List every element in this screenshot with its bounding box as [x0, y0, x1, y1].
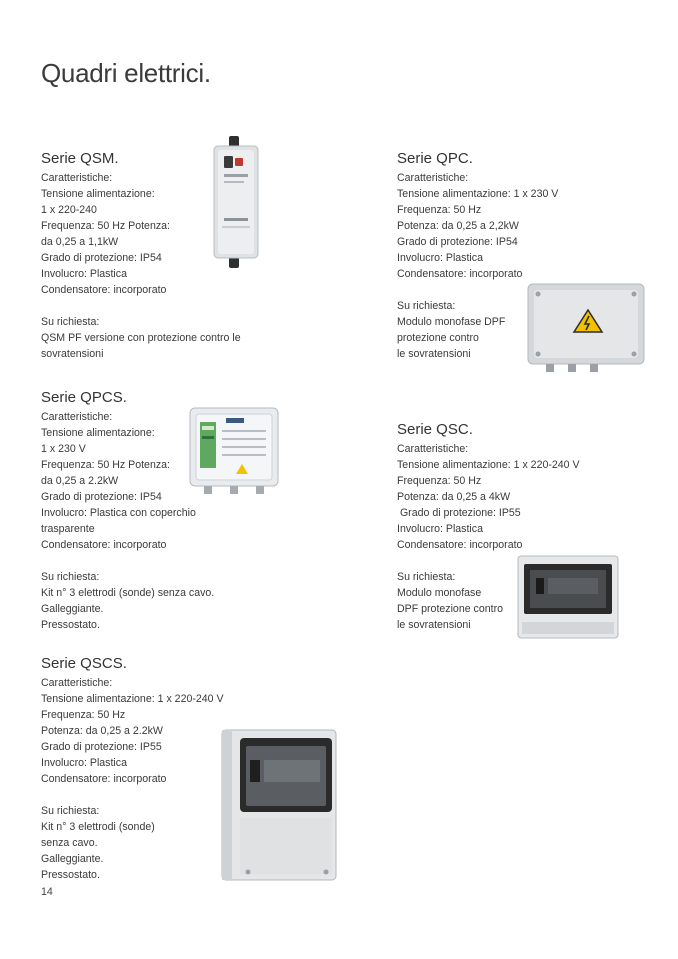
option-line: Pressostato. — [41, 869, 100, 881]
option-line: le sovratensioni — [397, 619, 471, 631]
option-line: Kit n° 3 elettrodi (sonde) senza cavo. — [41, 587, 215, 599]
spec-line: Tensione alimentazione: 1 x 220-240 V — [397, 459, 580, 471]
spec-line: Involucro: Plastica — [397, 252, 483, 264]
control-box-qscs-photo — [218, 726, 342, 884]
option-line: le sovratensioni — [397, 348, 471, 360]
spec-line: Frequenza: 50 Hz Potenza: — [41, 459, 170, 471]
spec-line: Potenza: da 0,25 a 2.2kW — [41, 725, 163, 737]
on-request-label: Su richiesta: — [397, 571, 456, 583]
on-request-label: Su richiesta: — [41, 316, 100, 328]
spec-line: Condensatore: incorporato — [397, 539, 523, 551]
option-line: senza cavo. — [41, 837, 98, 849]
spec-line: Caratteristiche: — [397, 443, 469, 455]
option-line: Modulo monofase — [397, 587, 482, 599]
spec-line: da 0,25 a 2.2kW — [41, 475, 119, 487]
on-request-label: Su richiesta: — [397, 300, 456, 312]
page-number: 14 — [41, 886, 53, 898]
spec-line: Tensione alimentazione: 1 x 220-240 V — [41, 693, 224, 705]
spec-line: Grado di protezione: IP55 — [397, 507, 521, 519]
spec-line: Grado di protezione: IP54 — [41, 252, 162, 264]
control-box-qpcs-photo — [186, 404, 282, 496]
spec-line: Condensatore: incorporato — [41, 284, 167, 296]
control-box-qpc-photo — [524, 278, 650, 374]
spec-line: Condensatore: incorporato — [397, 268, 523, 280]
option-line: protezione contro — [397, 332, 479, 344]
spec-line: Involucro: Plastica — [41, 268, 127, 280]
series-qscs — [41, 655, 224, 883]
on-request-label: Su richiesta: — [41, 805, 100, 817]
spec-line: Grado di protezione: IP54 — [397, 236, 518, 248]
spec-line: Potenza: da 0,25 a 2,2kW — [397, 220, 519, 232]
spec-line: Frequenza: 50 Hz — [397, 204, 482, 216]
spec-line: Caratteristiche: — [41, 411, 113, 423]
spec-line: Frequenza: 50 Hz Potenza: — [41, 220, 170, 232]
spec-line: Involucro: Plastica — [41, 757, 127, 769]
spec-line: 1 x 220-240 — [41, 204, 97, 216]
on-request-label: Su richiesta: — [41, 571, 100, 583]
spec-line: Potenza: da 0,25 a 4kW — [397, 491, 511, 503]
option-line: Galleggiante. — [41, 853, 104, 865]
spec-line: Condensatore: incorporato — [41, 539, 167, 551]
option-line: sovratensioni — [41, 348, 104, 360]
control-box-qsm-photo — [200, 134, 278, 270]
spec-line: Grado di protezione: IP54 — [41, 491, 162, 503]
option-line: QSM PF versione con protezione contro le — [41, 332, 241, 344]
spec-line: Tensione alimentazione: — [41, 188, 155, 200]
spec-line: Tensione alimentazione: 1 x 230 V — [397, 188, 559, 200]
spec-line: Caratteristiche: — [41, 172, 113, 184]
option-line: Pressostato. — [41, 619, 100, 631]
spec-line: trasparente — [41, 523, 95, 535]
option-line: Galleggiante. — [41, 603, 104, 615]
spec-line: Frequenza: 50 Hz — [397, 475, 482, 487]
option-line: Modulo monofase DPF — [397, 316, 506, 328]
series-qpcs-title: Serie QPCS. — [41, 389, 127, 406]
spec-line: Caratteristiche: — [41, 677, 113, 689]
spec-line: Involucro: Plastica — [397, 523, 483, 535]
series-qscs-title: Serie QSCS. — [41, 655, 127, 672]
spec-line: Tensione alimentazione: — [41, 427, 155, 439]
spec-line: Grado di protezione: IP55 — [41, 741, 162, 753]
option-line: Kit n° 3 elettrodi (sonde) — [41, 821, 155, 833]
spec-line: Condensatore: incorporato — [41, 773, 167, 785]
spec-line: 1 x 230 V — [41, 443, 86, 455]
spec-line: Involucro: Plastica con coperchio — [41, 507, 196, 519]
page-title: Quadri elettrici. — [41, 58, 211, 88]
series-qsc-title: Serie QSC. — [397, 421, 473, 438]
series-qpc-title: Serie QPC. — [397, 150, 473, 167]
control-box-qsc-photo — [514, 552, 622, 642]
spec-line: Caratteristiche: — [397, 172, 469, 184]
option-line: DPF protezione contro — [397, 603, 503, 615]
series-qsm-title: Serie QSM. — [41, 150, 119, 167]
spec-line: Frequenza: 50 Hz — [41, 709, 126, 721]
spec-line: da 0,25 a 1,1kW — [41, 236, 119, 248]
